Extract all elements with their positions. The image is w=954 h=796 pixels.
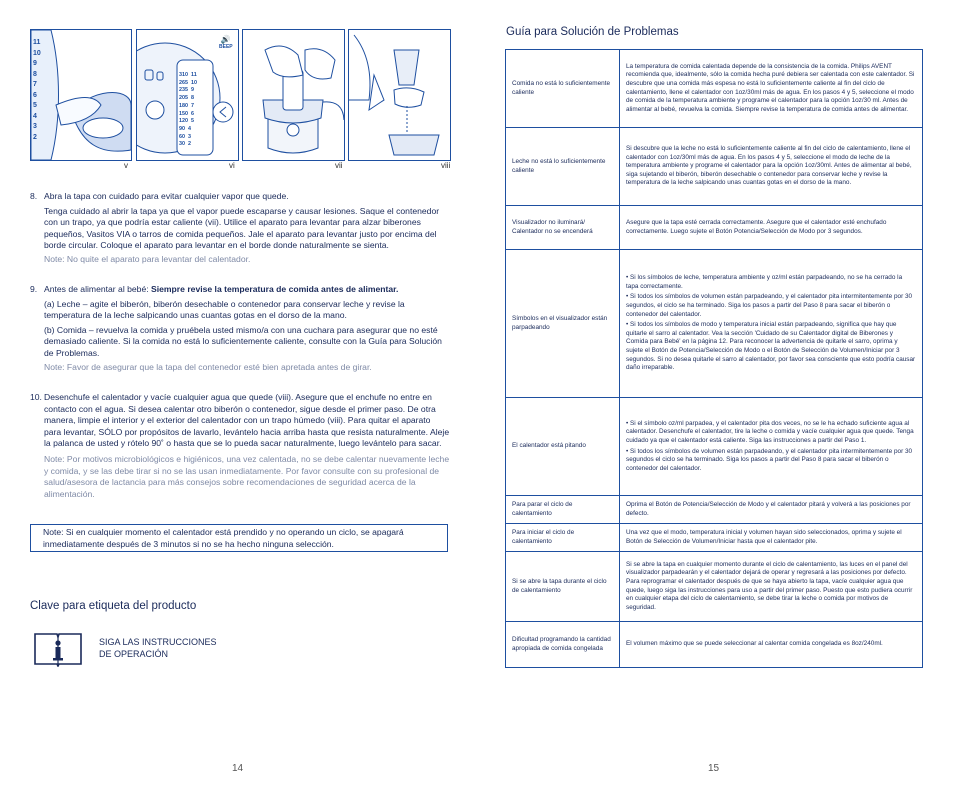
step-number: 10. [30, 392, 42, 402]
solution-text: El volumen máximo que se puede seleccionar al calentar comida congelada es 8oz/240ml. [626, 640, 883, 648]
troubleshooting-row [506, 128, 923, 206]
solution-cell [620, 622, 923, 668]
troubleshooting-row [506, 496, 923, 524]
problem-cell: Símbolos en el visualizador están parpadeando [506, 250, 620, 398]
volume-oz: 8 [191, 95, 194, 102]
problem-cell: Si se abre la tapa durante el ciclo de calentamiento [506, 552, 620, 622]
solution-text: • Si los símbolos de leche, temperatura ambiente y oz/ml están parpadeando, no se ha cerrado la tapa correctamente. [626, 274, 903, 290]
step-8 [30, 191, 450, 266]
troubleshooting-row [506, 622, 923, 668]
step-note: Note: Favor de asegurar que la tapa del contenedor esté bien apretada antes de girar. [44, 361, 372, 372]
step-note: Note: Por motivos microbiológicos e higiénicos, una vez calentada, no se debe calentar nuevamente leche y comida, y se las debe tirar si no se las usan inmediatamente. Por favor consulte con su profesional de salud/asesora de lactancia para más consejos sobre recomendaciones de seguridad acerca de la alimentación. [44, 453, 450, 499]
bottle-volume-mark [179, 141, 197, 149]
bottle-scale-mark: 9 [33, 60, 37, 67]
volume-oz: 3 [188, 133, 191, 140]
solution-text: • Si todos los símbolos de volumen están parpadeando, y el calentador pita intermitentemente por 30 segundos, el ciclo se ha terminado. Siga los pasos a partir del Paso 8 para sacar el biberón o contenedor del calentador. [626, 293, 913, 318]
volume-ml: 30 [179, 141, 185, 148]
figure-viii-illustration [349, 30, 450, 160]
step-lead-bold: Siempre revise la temperatura de comida antes de alimentar. [151, 284, 399, 294]
volume-ml: 60 [179, 133, 185, 140]
step-text: (b) Comida – revuelva la comida y pruébela usted mismo/a con una cuchara para asegurar que no esté demasiado caliente. Si la comida no está lo suficientemente caliente, consulte con la Guía para Solución de Problemas. [44, 324, 442, 358]
troubleshooting-row [506, 398, 923, 496]
troubleshooting-row [506, 206, 923, 250]
page-number-right: 15 [708, 763, 720, 774]
volume-oz: 9 [191, 87, 194, 94]
bottle-volume-mark [179, 87, 197, 95]
beep-label: BEEP [219, 44, 233, 50]
figure-label-vii: vii [335, 161, 343, 170]
bottle-volume-mark [179, 95, 197, 103]
label-key-line-1: SIGA LAS INSTRUCCIONES [99, 637, 217, 647]
bottle-scale-mark: 6 [33, 91, 37, 99]
troubleshooting-row [506, 50, 923, 128]
figure-viii [348, 29, 451, 161]
bottle-volume-mark [179, 126, 197, 134]
solution-cell [620, 524, 923, 552]
solution-text: Si descubre que la leche no está lo suficientemente caliente al fin del ciclo de calentamiento, llene el calentador con 1oz/30ml más de agua. En los pasos 4 y 5, seleccione el modo de leche de la temperatura ambiente y programe el calentador para la opción 1oz/30ml. Antes de alimentar al bebé, siga sujetando el biberón, biberón desechable o contenedor para conservar leche y revise la temperatura de la leche salpicando unas cuantas gotas en el dorso de la mano. [626, 145, 912, 187]
problem-cell: El calentador está pitando [506, 398, 620, 496]
bottle-volume-mark [179, 134, 197, 142]
bottle-scale [33, 38, 41, 143]
bottle-volume-mark [179, 111, 197, 119]
figure-vii [242, 29, 345, 161]
bottle-scale-mark: 8 [33, 70, 37, 78]
volume-ml: 235 [179, 87, 188, 94]
bottle-scale-mark: 3 [33, 123, 37, 130]
troubleshooting-table [505, 49, 923, 668]
volume-ml: 265 [179, 79, 188, 86]
figure-vii-illustration [243, 30, 344, 160]
solution-text: La temperatura de comida calentada depende de la consistencia de la comida. Philips AVENT recomienda que, idealmente, sólo la comida hecha puré debiera ser calentada con este calentador. Si descubre que una comida más espesa no está lo suficientemente caliente al fin del ciclo de calentamiento, llene el calentador con 1oz/30ml más de agua. En los pasos 4 y 5, seleccione el modo de comida de la temperatura ambiente y programe el calentador para la opción 1oz/30 ml. Antes de alimentar al bebé, revuelva la comida. Siempre revise la temperatura de comida antes de alimentar. [626, 62, 915, 113]
volume-oz: 2 [188, 141, 191, 148]
label-key-heading: Clave para etiqueta del producto [30, 600, 197, 612]
solution-text: • Si todos los símbolos de modo y temperatura inicial están parpadeando, significa que hay que quitarle el sarro al calentador. Vea la sección 'Cuidado de su Calentador digital de Biberones y Comida para Bebé' en la página 12. Para reconocer la advertencia de quitarle el sarro, oprima y sujete el Botón de Potencia/Selección de Modo o el Botón de Selección de Volumen/Iniciar por 3 segundos. Si no desea quitarle el sarro al calentador, por favor sea consciente que esto podría causar daño irreparable. [626, 321, 916, 372]
label-key-line-2: DE OPERACIÓN [99, 649, 169, 659]
figure-label-vi: vi [229, 161, 235, 170]
figure-v [30, 29, 132, 161]
page-number-left: 14 [232, 763, 244, 774]
auto-off-note: Note: Si en cualquier momento el calentador está prendido y no operando un ciclo, se apagará inmediatamente después de 3 minutos si no se ha hecho ninguna selección. [30, 524, 448, 552]
problem-cell: Dificultad programando la cantidad apropiada de comida congelada [506, 622, 620, 668]
bottle-scale-mark: 4 [33, 112, 37, 120]
step-9 [30, 284, 450, 373]
troubleshooting-row [506, 524, 923, 552]
solution-cell [620, 398, 923, 496]
figure-vi [136, 29, 239, 161]
volume-ml: 310 [179, 72, 188, 78]
label-key-text [99, 636, 217, 660]
volume-ml: 205 [179, 95, 188, 102]
step-number: 9. [30, 284, 38, 294]
volume-oz: 11 [191, 72, 197, 78]
volume-oz: 5 [191, 118, 194, 125]
figure-v-illustration [31, 30, 131, 160]
step-number: 8. [30, 191, 38, 201]
solution-text: Una vez que el modo, temperatura inicial y volumen hayan sido seleccionados, oprima y sujete el Botón de Selección de Volumen/Iniciar hasta que el calentador pite. [626, 528, 902, 545]
volume-oz: 10 [191, 79, 197, 86]
solution-text: • Si todos los símbolos de volumen están parpadeando, y el calentador pita intermitentemente por 30 segundos el ciclo se ha terminado. Siga los pasos a partir del Paso 8 para sacar el biberón o contenedor del calentador. [626, 447, 913, 472]
volume-ml: 150 [179, 110, 188, 117]
troubleshooting-row [506, 250, 923, 398]
solution-cell [620, 206, 923, 250]
solution-cell [620, 250, 923, 398]
figure-label-viii: viii [441, 161, 451, 170]
bottle-scale-mark: 2 [33, 133, 37, 141]
bottle-scale-mark: 10 [33, 49, 41, 57]
bottle-volume-mark [179, 118, 197, 126]
solution-text: Asegure que la tapa esté cerrada correctamente. Asegure que el calentador esté enchufado correctamente. Luego sujete el Botón Potencia/Selección de Modo por 3 segundos. [626, 218, 887, 235]
bottle-scale-mark: 7 [33, 81, 37, 88]
step-note: Note: No quite el aparato para levantar del calentador. [44, 253, 251, 264]
solution-cell [620, 552, 923, 622]
volume-ml: 90 [179, 125, 185, 132]
volume-ml: 180 [179, 102, 188, 109]
volume-oz: 6 [191, 110, 194, 117]
bottle-volume-scale [179, 72, 197, 149]
bottle-volume-mark [179, 72, 197, 80]
step-text: Tenga cuidado al abrir la tapa ya que el vapor puede escaparse y causar lesiones. Saque el contenedor con un trapo, ya que podría estar caliente (vii). Utilice el aparato para levantar para alzar biberones pequeños, Vasitos VIA o tarros de comida pequeños. Jale el aparato para levantar justo por encima del borde circular. Coloque el aparato para levantar en el borde donde naturalmente se sienta. [44, 205, 440, 251]
step-10 [30, 392, 450, 500]
bottle-scale-mark: 5 [33, 102, 37, 109]
solution-text: • Si el símbolo oz/ml parpadea, y el calentador pita dos veces, no se le ha echado suficiente agua al calentador. Desenchufe el calentador, tire la leche o comida y vacíe cualquier agua que quede. Tenga cuidado ya que el calentador está caliente. Siga las instrucciones a partir del Paso 1. [626, 419, 914, 444]
problem-cell: Visualizador no iluminará/ Calentador no se encenderá [506, 206, 620, 250]
step-lead: Antes de alimentar al bebé: [44, 284, 152, 294]
troubleshooting-heading: Guía para Solución de Problemas [506, 26, 679, 38]
solution-cell [620, 128, 923, 206]
troubleshooting-row [506, 552, 923, 622]
solution-cell [620, 496, 923, 524]
figure-label-v: v [124, 161, 128, 170]
bottle-volume-mark [179, 80, 197, 88]
solution-text: Oprima el Botón de Potencia/Selección de Modo y el calentador pitará y volverá a las posiciones por defecto. [626, 500, 911, 517]
bottle-scale-mark: 11 [33, 39, 41, 46]
solution-cell [620, 50, 923, 128]
beep-icon: 🔊 BEEP [219, 35, 233, 50]
volume-oz: 4 [188, 125, 191, 132]
problem-cell: Para iniciar el ciclo de calentamiento [506, 524, 620, 552]
step-text: Abra la tapa con cuidado para evitar cualquier vapor que quede. [44, 191, 289, 201]
problem-cell: Comida no está lo suficientemente caliente [506, 50, 620, 128]
volume-oz: 7 [191, 102, 194, 109]
problem-cell: Para parar el ciclo de calentamiento [506, 496, 620, 524]
bottle-volume-mark [179, 103, 197, 111]
volume-ml: 120 [179, 118, 188, 125]
step-text: Desenchufe el calentador y vacíe cualquier agua que quede (viii). Asegure que el enchufe no entre en contacto con el agua. Si desea calentar otro biberón o contenedor, sigue desde el primer paso. De otra manera, limpie el interior y el exterior del calentador con un trapo húmedo (viii). Para quitar el aparato para levantar, SÓLO por propósitos de lavarlo, levántelo hacia arriba hasta que resista naturalmente. Aleje la palanca de usted y rótelo 90˚ o hasta que se lo pueda sacar naturalmente, luego levántelo para sacar. [44, 392, 450, 449]
solution-text: Si se abre la tapa en cualquier momento durante el ciclo de calentamiento, las luces en el panel del visualizador parpadearán y el calentador dejará de operar y regresará a las posiciones por defecto. Para reprogramar el calentador después de que se haya abierto la tapa, vacíe cualquier agua que quede, luego siga las instrucciones para uso a partir del primer paso. Puesto que esto pudiera ocurrir en cualquier etapa del ciclo de calentamiento, se debe tirar la leche o comida por motivos de seguridad. [626, 560, 913, 611]
read-instructions-icon [33, 631, 83, 667]
problem-cell: Leche no está lo suficientemente caliente [506, 128, 620, 206]
step-text: (a) Leche – agite el biberón, biberón desechable o contenedor para conservar leche y revise la temperatura de la leche salpicando unas cuantas gotas en el dorso de la mano. [44, 298, 405, 321]
